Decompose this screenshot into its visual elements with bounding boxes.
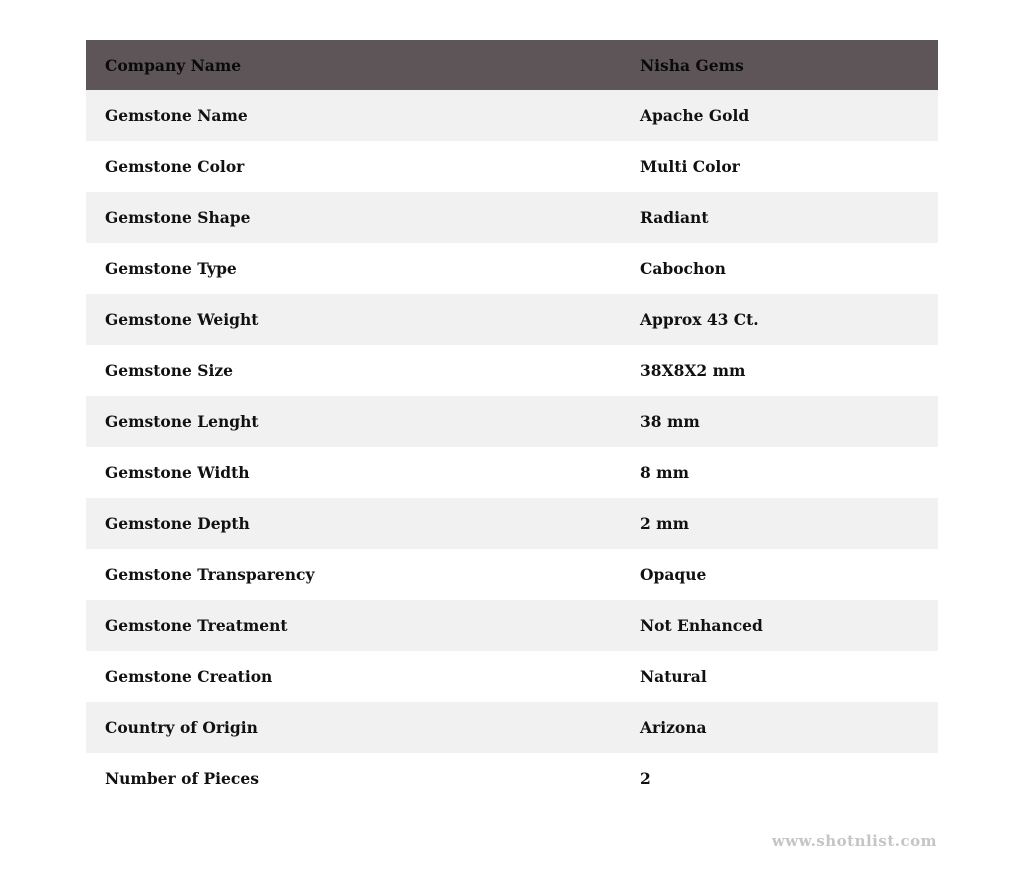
row-label: Gemstone Size xyxy=(105,361,233,380)
row-value: Multi Color xyxy=(640,157,740,176)
table-row xyxy=(86,141,938,192)
row-value: Approx 43 Ct. xyxy=(620,294,938,345)
row-label: Gemstone Transparency xyxy=(105,565,315,584)
row-value: 38X8X2 mm xyxy=(640,361,746,380)
header-company-name-value: Nisha Gems xyxy=(620,40,938,90)
row-label: Number of Pieces xyxy=(105,769,259,788)
gemstone-spec-table xyxy=(86,40,938,804)
row-label: Gemstone Color xyxy=(105,157,245,176)
row-value: Natural xyxy=(640,667,707,686)
row-value: 38 mm xyxy=(620,396,938,447)
table-row xyxy=(86,294,938,345)
table-row xyxy=(86,702,938,753)
row-label: Gemstone Weight xyxy=(105,310,259,329)
table-row xyxy=(86,753,938,804)
row-label: Gemstone Lenght xyxy=(105,412,259,431)
row-value: Radiant xyxy=(620,192,938,243)
header-company-name-label: Company Name xyxy=(105,55,242,75)
row-value: 2 mm xyxy=(620,498,938,549)
row-label: Gemstone Depth xyxy=(105,514,250,533)
table-row xyxy=(86,549,938,600)
watermark-text: www.shotnlist.com xyxy=(771,832,937,850)
table-row xyxy=(86,600,938,651)
row-value: Arizona xyxy=(620,702,938,753)
row-value: Cabochon xyxy=(640,259,726,278)
row-value: 2 xyxy=(640,769,651,788)
table-row xyxy=(86,345,938,396)
row-label: Gemstone Treatment xyxy=(105,616,288,635)
table-header-row xyxy=(86,40,938,90)
table-row xyxy=(86,651,938,702)
row-value: Not Enhanced xyxy=(620,600,938,651)
row-label: Gemstone Creation xyxy=(105,667,273,686)
table-row xyxy=(86,498,938,549)
row-label: Gemstone Width xyxy=(105,463,250,482)
table-row xyxy=(86,192,938,243)
row-label: Country of Origin xyxy=(105,718,258,737)
row-value: Apache Gold xyxy=(620,90,938,141)
row-label: Gemstone Name xyxy=(105,106,248,125)
table-row xyxy=(86,243,938,294)
table-row xyxy=(86,447,938,498)
row-label: Gemstone Type xyxy=(105,259,237,278)
row-value: 8 mm xyxy=(640,463,689,482)
table-row xyxy=(86,396,938,447)
table-row xyxy=(86,90,938,141)
row-value: Opaque xyxy=(640,565,707,584)
row-label: Gemstone Shape xyxy=(105,208,251,227)
